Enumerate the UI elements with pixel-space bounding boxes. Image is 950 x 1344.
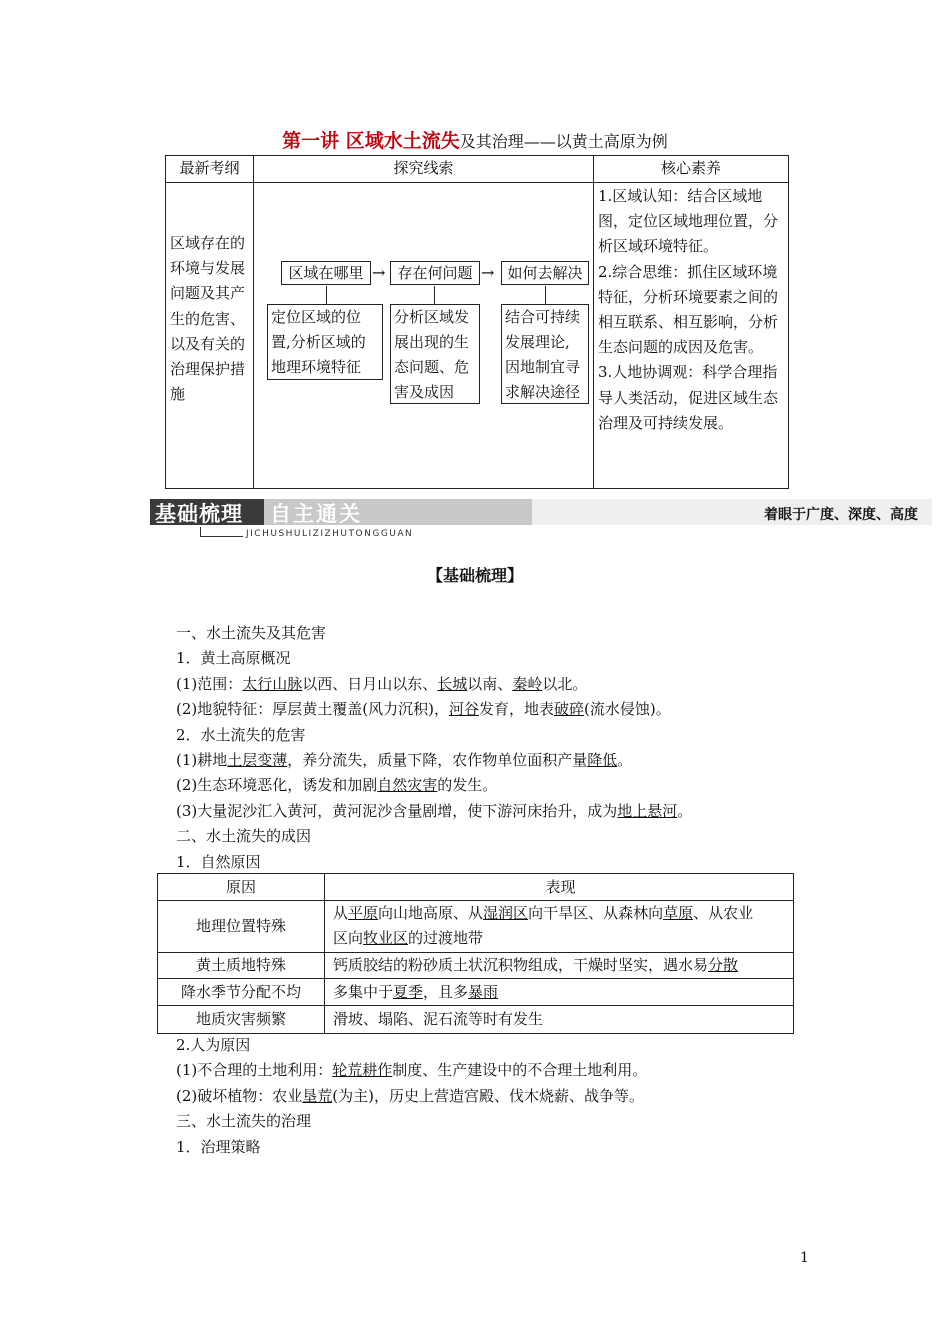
banner-decor-line <box>200 527 243 537</box>
heading-2: 二、水土流失的成因 <box>176 827 312 846</box>
banner-pinyin: JICHUSHULIZIZHUTONGGUAN <box>246 529 414 539</box>
flow-step-where: 区域在哪里 <box>281 261 371 285</box>
flow-step-solve: 如何去解决 <box>501 261 589 285</box>
heading-3: 三、水土流失的治理 <box>176 1112 312 1131</box>
literacy-list <box>598 184 784 436</box>
table-row: 地质灾害频繁 滑坡、塌陷、泥石流等时有发生 <box>195 1010 544 1028</box>
human-cause-line: (2)破坏植物：农业垦荒(为主)，历史上营造宫殿、伐木烧薪、战争等。 <box>176 1086 644 1105</box>
overview-table <box>165 155 789 489</box>
header-syllabus: 最新考纲 <box>179 159 240 177</box>
section-title: 【基础梳理】 <box>426 566 523 585</box>
header-literacy: 核心素养 <box>660 159 721 177</box>
body-text-a <box>176 621 796 875</box>
cause-table <box>157 873 794 1034</box>
human-cause-line: (1)不合理的土地利用：轮荒耕作制度、生产建设中的不合理土地利用。 <box>176 1061 648 1080</box>
range-line: (1)范围：太行山脉以西、日月山以东、长城以南、秦岭以北。 <box>176 674 588 693</box>
table-row: 地理位置特殊 从平原向山地高原、从湿润区向干旱区、从森林向草原、从农业 区向牧业区的过渡地带 <box>195 904 754 947</box>
flow-arrow-icon: → <box>481 263 495 282</box>
title-rest: 及其治理——以黄土高原为例 <box>459 132 668 151</box>
page-title <box>0 126 950 153</box>
literacy-item: 2.综合思维：抓住区域环境特征，分析环境要素之间的相互联系、相互影响，分析生态问题的成因及危害。 <box>598 262 779 357</box>
landform-line: (2)地貌特征：厚层黄土覆盖(风力沉积)，河谷发育，地表破碎(流水侵蚀)。 <box>176 700 671 719</box>
harm-line: (2)生态环境恶化，诱发和加剧自然灾害的发生。 <box>176 776 498 795</box>
banner-left-text: 基础梳理 <box>155 502 243 526</box>
subheading: 1．黄土高原概况 <box>176 649 291 668</box>
flow-detail-locate: 定位区域的位 置,分析区域的 地理环境特征 <box>267 304 383 380</box>
banner-middle-text: 自主通关 <box>270 502 362 526</box>
table-header-row: 原因 表现 <box>225 878 576 896</box>
syllabus-text: 区域存在的环境与发展问题及其产生的危害、以及有关的治理保护措施 <box>170 234 246 404</box>
flow-detail-analyze: 分析区域发 展出现的生 态问题、危 害及成因 <box>390 304 480 404</box>
title-highlight: 第一讲 区域水土流失 <box>282 130 460 152</box>
harm-line: (3)大量泥沙汇入黄河，黄河泥沙含量剧增，使下游河床抬升，成为地上悬河。 <box>176 801 693 820</box>
harm-line: (1)耕地土层变薄，养分流失，质量下降，农作物单位面积产量降低。 <box>176 751 633 770</box>
table-row: 黄土质地特殊 钙质胶结的粉砂质土状沉积物组成，干燥时坚实，遇水易分散 <box>195 956 739 974</box>
heading-1: 一、水土流失及其危害 <box>176 624 327 642</box>
body-text-b <box>176 1033 796 1160</box>
page-number: 1 <box>800 1250 809 1266</box>
subheading: 2.人为原因 <box>176 1036 251 1054</box>
literacy-item: 1.区域认知：结合区域地图，定位区域地理位置，分析区域环境特征。 <box>598 187 779 256</box>
flow-arrow-icon: → <box>372 263 386 282</box>
table-row: 降水季节分配不均 多集中于夏季，且多暴雨 <box>180 983 499 1001</box>
literacy-item: 3.人地协调观：科学合理指导人类活动，促进区域生态治理及可持续发展。 <box>598 363 779 432</box>
flow-detail-solve: 结合可持续 发展理论, 因地制宜寻 求解决途径 <box>501 304 589 404</box>
header-clues: 探究线索 <box>393 159 454 177</box>
subheading: 1．自然原因 <box>176 852 261 871</box>
flow-step-problem: 存在何问题 <box>390 261 480 285</box>
subheading: 1．治理策略 <box>176 1137 261 1156</box>
banner-right-text: 着眼于广度、深度、高度 <box>764 507 918 523</box>
subheading: 2．水土流失的危害 <box>176 725 306 744</box>
